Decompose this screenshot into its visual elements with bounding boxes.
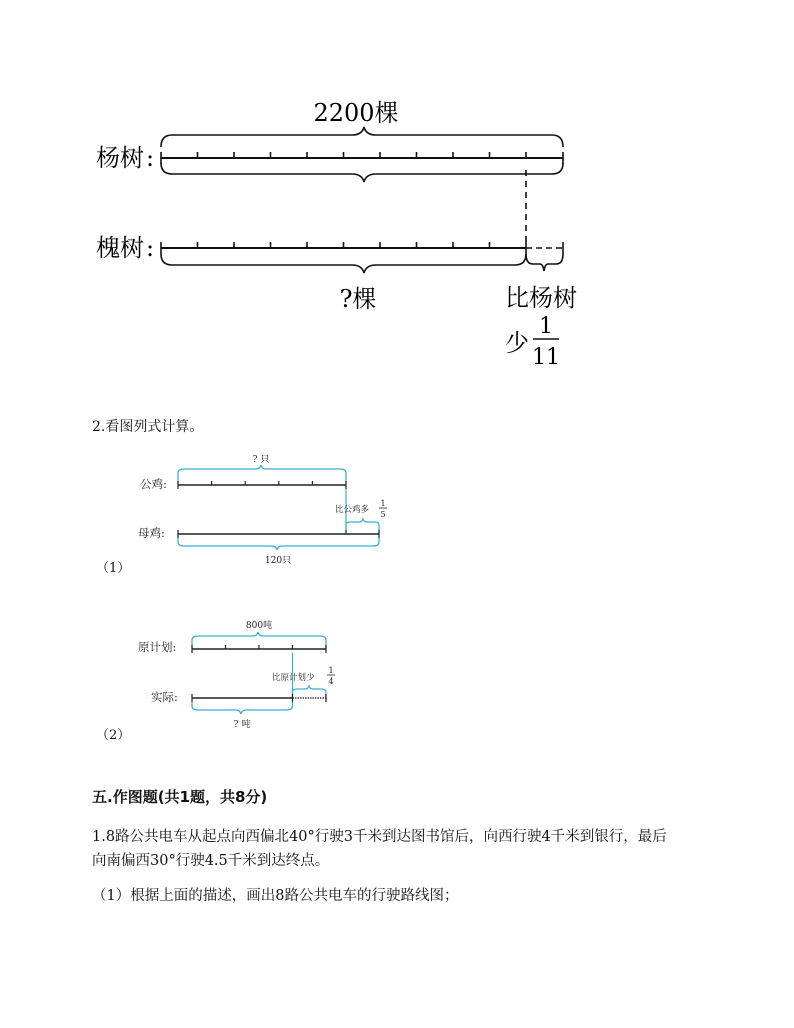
top-brace	[161, 127, 563, 147]
locust-colon: :	[146, 234, 155, 262]
locust-row-label: 槐树	[96, 234, 144, 262]
hen-frac-num: 1	[380, 499, 386, 508]
hen-frac-den: 5	[380, 510, 386, 519]
actual-amount-unknown-label: ? 吨	[233, 720, 251, 730]
plan-total-label: 800吨	[245, 621, 273, 631]
plan-row-label: 原计划:	[138, 640, 177, 654]
poplar-under-brace	[161, 163, 563, 182]
more-than-rooster-label: 比公鸡多	[335, 505, 370, 515]
hen-bottom-brace	[178, 538, 379, 550]
fraction-denominator: 11	[532, 345, 560, 370]
subquestion-1: （1）根据上面的描述，画出8路公共电车的行驶路线图；	[92, 888, 459, 904]
hen-row-label: 母鸡:	[138, 526, 165, 540]
plan-frac-num: 1	[328, 666, 334, 675]
hen-count-label: 120只	[264, 556, 292, 566]
rooster-count-unknown-label: ? 只	[252, 455, 270, 465]
locust-count-unknown-label: ?棵	[339, 285, 377, 313]
less-than-plan-label: 比原计划少	[272, 673, 315, 683]
difference-brace	[526, 254, 563, 271]
part-1-index: （1）	[96, 561, 131, 576]
less-than-poplar-label: 比杨树	[505, 284, 577, 312]
question-2-title: 2.看图列式计算。	[92, 419, 204, 435]
part-2-index: （2）	[96, 728, 131, 743]
less-prefix-label: 少	[505, 329, 529, 357]
poplar-colon: :	[146, 144, 155, 172]
problem-text-line-1: 1.8路公共电车从起点向西偏北40°行驶3千米到达图书馆后，向西行驶4千米到银行，最后	[92, 829, 667, 845]
actual-row-label: 实际:	[151, 690, 178, 704]
rooster-row-label: 公鸡:	[140, 477, 167, 491]
section-5-title: 五.作图题(共1题，共8分)	[92, 788, 268, 806]
locust-under-brace	[161, 254, 526, 273]
total-trees-label: 2200棵	[313, 99, 399, 127]
rooster-top-brace	[178, 465, 346, 482]
plan-actual-diagram	[0, 610, 794, 735]
fraction-numerator: 1	[539, 314, 553, 339]
tree-comparison-diagram	[0, 0, 794, 380]
actual-bottom-brace	[192, 702, 293, 714]
plan-frac-den: 4	[328, 677, 334, 686]
plan-gap-brace	[293, 686, 327, 698]
hen-extra-brace	[346, 519, 379, 531]
poplar-row-label: 杨树	[96, 144, 144, 172]
problem-text-line-2: 向南偏西30°行驶4.5千米到达终点。	[92, 853, 330, 869]
